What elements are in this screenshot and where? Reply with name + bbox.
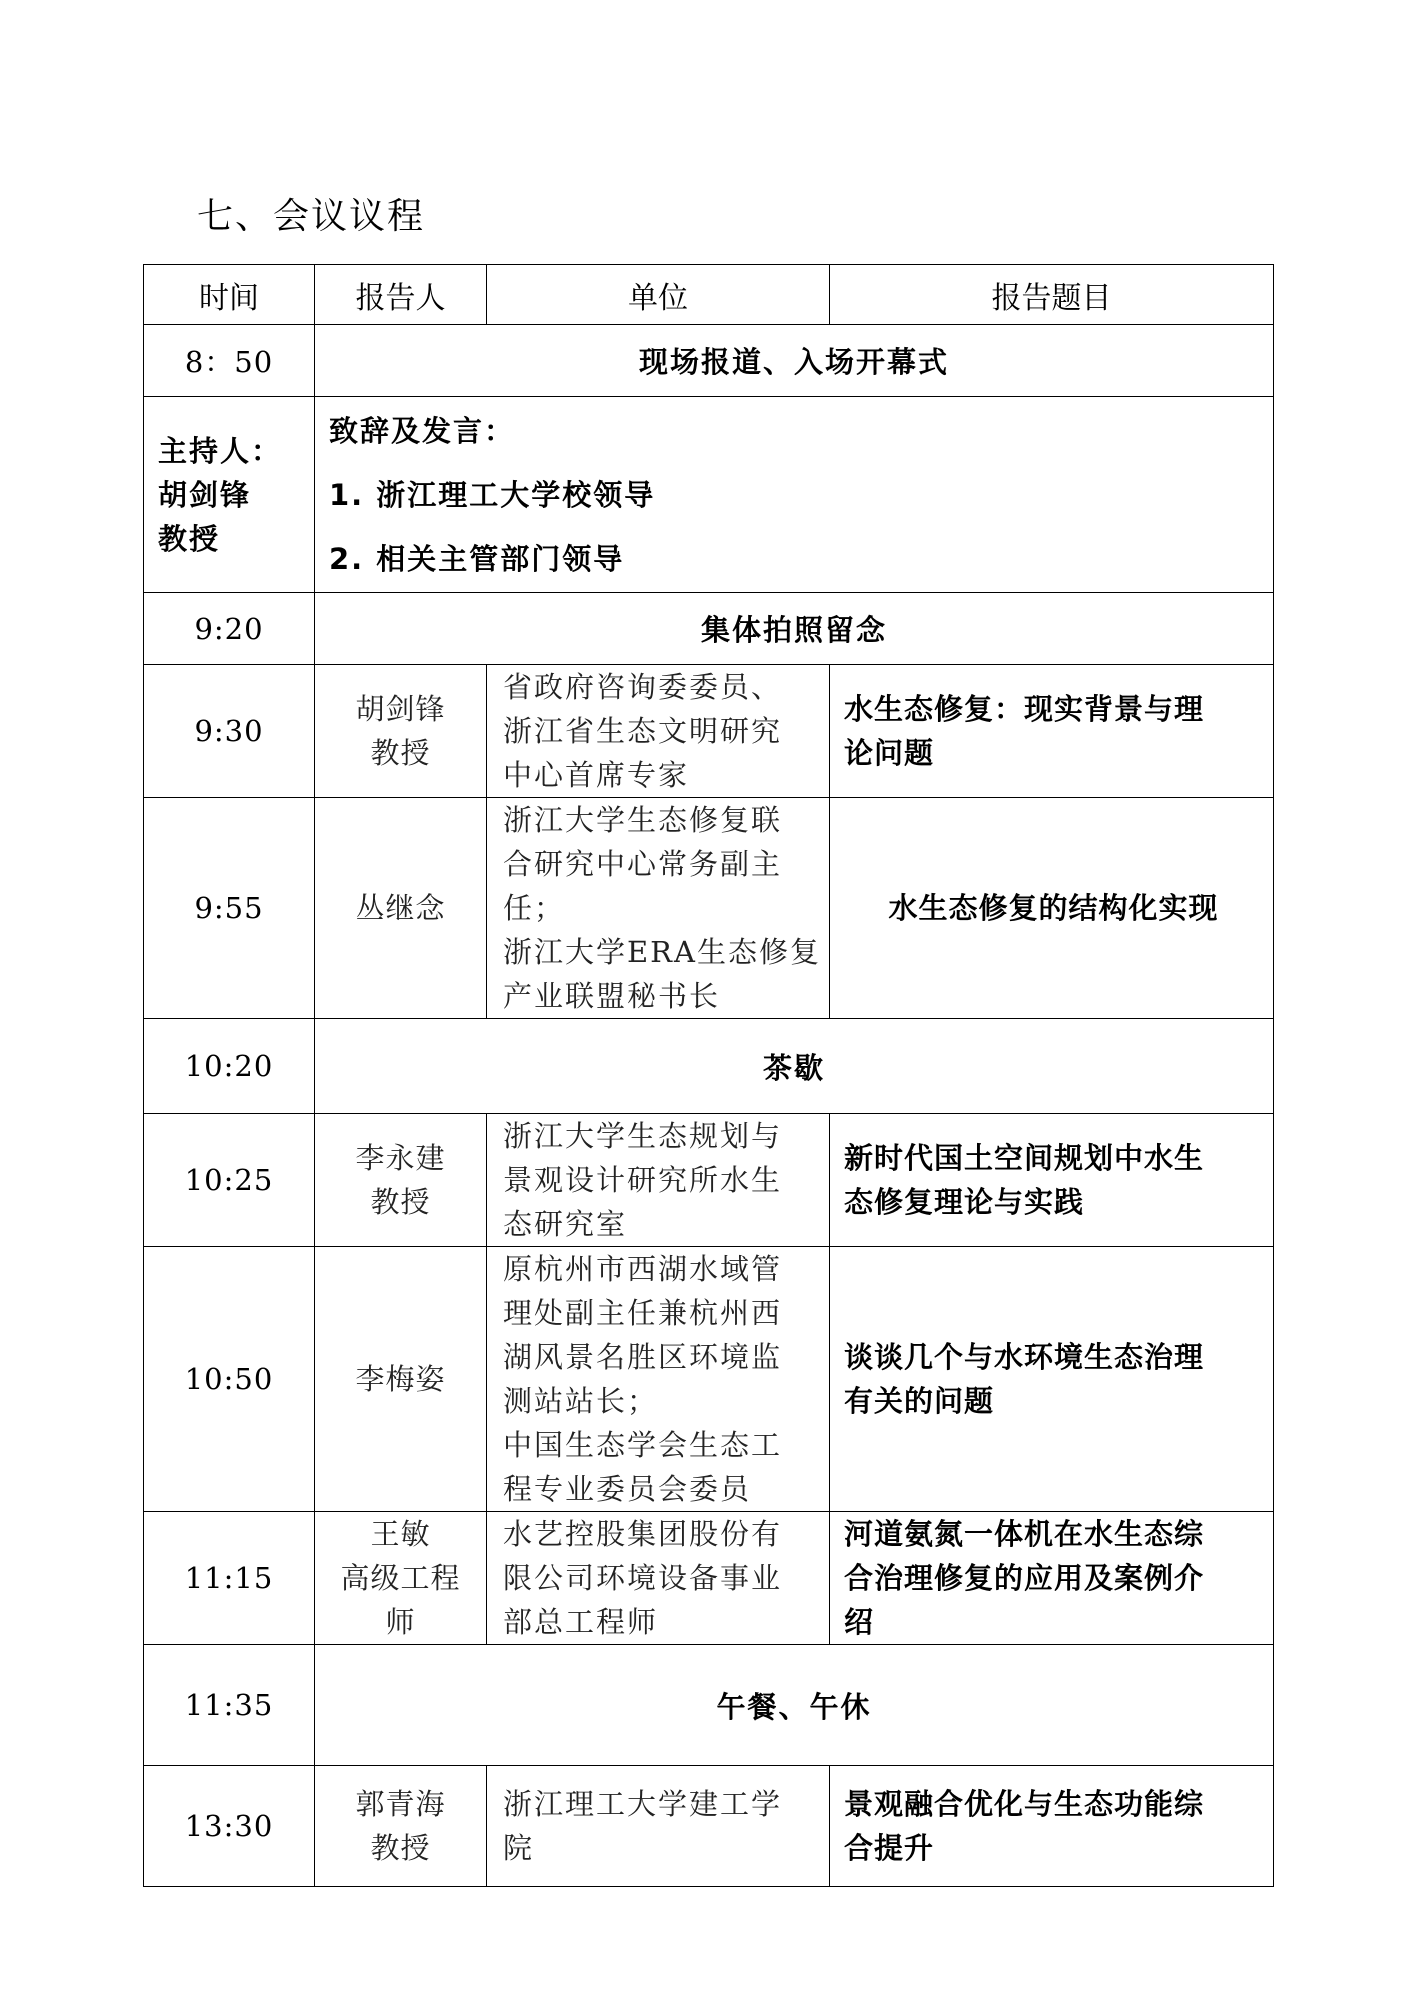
table-row	[144, 1247, 1274, 1512]
org-line: 中国生态学会生态工	[503, 1428, 783, 1462]
table-row	[144, 325, 1274, 397]
speaker-cell	[315, 1766, 487, 1887]
org-line: 限公司环境设备事业	[503, 1561, 783, 1595]
org-line: 程专业委员会委员	[503, 1472, 752, 1506]
speaker-line: 丛继念	[355, 891, 446, 925]
opening-title: 致辞及发言：	[329, 413, 516, 448]
org-line: 测站站长；	[503, 1384, 659, 1418]
time-cell: 8：50	[144, 325, 315, 397]
table-row	[144, 1512, 1274, 1645]
topic-line: 绍	[844, 1605, 875, 1639]
event-cell: 茶歇	[315, 1019, 1274, 1114]
table-header-row	[144, 265, 1274, 325]
org-line: 湖风景名胜区环境监	[503, 1340, 783, 1374]
org-line: 浙江大学ERA生态修复	[503, 935, 821, 969]
organization-cell	[487, 1766, 830, 1887]
speaker-line: 郭青海	[355, 1787, 446, 1821]
header-organization: 单位	[487, 265, 830, 325]
topic-line: 合提升	[844, 1831, 935, 1865]
org-line: 浙江省生态文明研究	[503, 714, 783, 748]
table-row	[144, 1766, 1274, 1887]
header-time: 时间	[144, 265, 315, 325]
topic-cell	[830, 1766, 1274, 1887]
org-line: 浙江大学生态规划与	[503, 1119, 783, 1153]
speaker-cell	[315, 798, 487, 1019]
speaker-line: 王敏	[370, 1517, 431, 1551]
agenda-table	[143, 264, 1274, 1887]
organization-cell	[487, 1114, 830, 1247]
speaker-line: 教授	[370, 1831, 431, 1865]
org-line: 院	[503, 1831, 535, 1865]
opening-item: 1. 浙江理工大学校领导	[329, 477, 656, 512]
topic-cell	[830, 1512, 1274, 1645]
speaker-cell	[315, 1512, 487, 1645]
time-cell: 9:30	[144, 665, 315, 798]
event-cell: 现场报道、入场开幕式	[315, 325, 1274, 397]
table-row-opening	[144, 397, 1274, 593]
org-line: 浙江大学生态修复联	[503, 803, 783, 837]
speaker-line: 李永建	[355, 1141, 446, 1175]
org-line: 省政府咨询委委员、	[503, 670, 783, 704]
speaker-line: 胡剑锋	[355, 692, 446, 726]
org-line: 部总工程师	[503, 1605, 659, 1639]
table-row	[144, 665, 1274, 798]
header-speaker: 报告人	[315, 265, 487, 325]
topic-line: 水生态修复：现实背景与理	[844, 692, 1205, 726]
opening-speech-cell	[315, 397, 1274, 593]
topic-line: 谈谈几个与水环境生态治理	[844, 1340, 1205, 1374]
org-line: 景观设计研究所水生	[503, 1163, 783, 1197]
table-row	[144, 1114, 1274, 1247]
topic-line: 河道氨氮一体机在水生态综	[844, 1517, 1205, 1551]
speaker-cell	[315, 1114, 487, 1247]
section-heading: 七、会议议程	[197, 196, 426, 237]
organization-cell	[487, 665, 830, 798]
topic-line: 论问题	[844, 736, 935, 770]
speaker-line: 师	[385, 1605, 416, 1639]
time-cell: 10:50	[144, 1247, 315, 1512]
org-line: 浙江理工大学建工学	[503, 1787, 783, 1821]
opening-item: 2. 相关主管部门领导	[329, 541, 625, 576]
topic-cell	[830, 1247, 1274, 1512]
speaker-line: 高级工程	[340, 1561, 461, 1595]
table-row	[144, 1019, 1274, 1114]
org-line: 合研究中心常务副主	[503, 847, 783, 881]
organization-cell	[487, 1512, 830, 1645]
time-cell: 10:20	[144, 1019, 315, 1114]
org-line: 理处副主任兼杭州西	[503, 1296, 783, 1330]
table-row	[144, 798, 1274, 1019]
time-cell: 10:25	[144, 1114, 315, 1247]
topic-cell	[830, 665, 1274, 798]
time-cell: 13:30	[144, 1766, 315, 1887]
org-line: 中心首席专家	[503, 758, 690, 792]
topic-line: 态修复理论与实践	[844, 1185, 1085, 1219]
event-cell: 集体拍照留念	[315, 593, 1274, 665]
speaker-cell	[315, 665, 487, 798]
host-line: 胡剑锋	[158, 477, 252, 512]
time-cell: 11:15	[144, 1512, 315, 1645]
time-cell: 9:20	[144, 593, 315, 665]
org-line: 产业联盟秘书长	[503, 979, 721, 1013]
time-cell: 9:55	[144, 798, 315, 1019]
speaker-line: 教授	[370, 736, 431, 770]
org-line: 水艺控股集团股份有	[503, 1517, 783, 1551]
org-line: 原杭州市西湖水域管	[503, 1252, 783, 1286]
topic-cell	[830, 1114, 1274, 1247]
host-cell	[144, 397, 315, 593]
organization-cell	[487, 1247, 830, 1512]
host-line: 主持人：	[158, 433, 283, 468]
topic-line: 新时代国土空间规划中水生	[844, 1141, 1205, 1175]
org-line: 态研究室	[503, 1207, 628, 1241]
topic-line: 有关的问题	[844, 1384, 995, 1418]
speaker-line: 李梅姿	[355, 1362, 446, 1396]
topic-line: 合治理修复的应用及案例介	[844, 1561, 1205, 1595]
table-row	[144, 593, 1274, 665]
organization-cell	[487, 798, 830, 1019]
header-topic: 报告题目	[830, 265, 1274, 325]
speaker-line: 教授	[370, 1185, 431, 1219]
org-line: 任；	[503, 891, 566, 925]
topic-cell	[830, 798, 1274, 1019]
time-cell: 11:35	[144, 1645, 315, 1766]
host-line: 教授	[158, 521, 221, 556]
table-row	[144, 1645, 1274, 1766]
topic-line: 景观融合优化与生态功能综	[844, 1787, 1205, 1821]
topic-line: 水生态修复的结构化实现	[888, 891, 1219, 925]
event-cell: 午餐、午休	[315, 1645, 1274, 1766]
speaker-cell	[315, 1247, 487, 1512]
